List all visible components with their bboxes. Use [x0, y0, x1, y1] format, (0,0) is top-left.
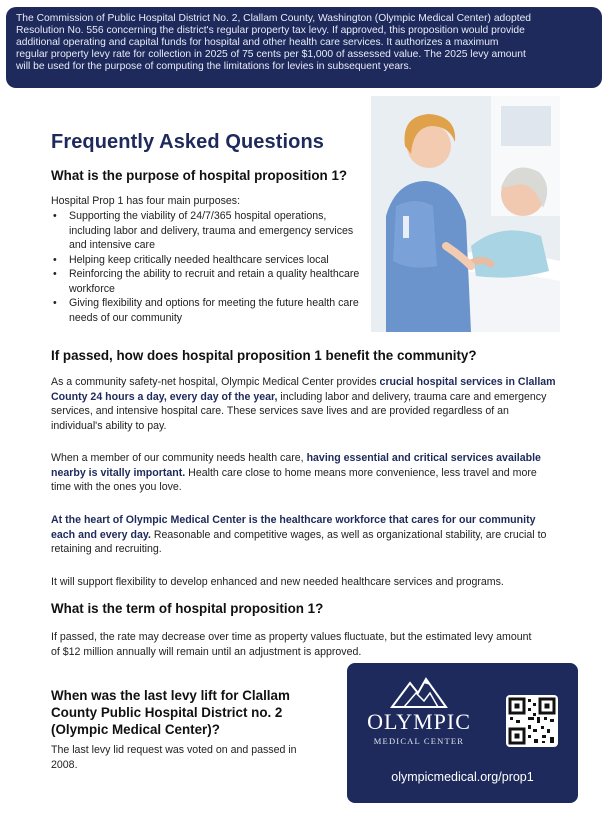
brand-subtitle: MEDICAL CENTER — [373, 736, 465, 746]
qr-code[interactable] — [506, 695, 558, 747]
term-answer: If passed, the rate may decrease over time as property values fluctuate, but the estimated levy amount of $12 million annually will remain until an adjustment is approved. — [51, 631, 532, 658]
benefit-paragraph-2: When a member of our community needs health care, having essential and critical services available nearby is vitally important. Health care close to home means more convenience, less travel and more time with the ones you love. — [51, 452, 541, 493]
question-purpose: What is the purpose of hospital proposition 1? — [51, 168, 348, 183]
list-item: • Giving flexibility and options for meeting the future health care needs of our community — [51, 296, 366, 325]
nurse-patient-illustration — [371, 96, 560, 332]
list-item: • Reinforcing the ability to recruit and retain a quality healthcare workforce — [51, 267, 366, 296]
benefit-paragraph-1: As a community safety-net hospital, Olympic Medical Center provides crucial hospital services in Clallam County 24 hours a day, every day of the year, including labor and delivery, trauma care and emergency services, and intensive hospital care. These services save lives and are provided regardless of an individual's ability to pay. — [51, 376, 556, 432]
brand-name: OLYMPIC — [367, 709, 471, 734]
mountain-logo-icon — [390, 675, 448, 709]
list-item: • Helping keep critically needed healthcare services local — [51, 253, 366, 268]
benefit-paragraph-4: It will support flexibility to develop enhanced and new needed healthcare services and programs. — [51, 576, 504, 588]
banner-line: Resolution No. 556 concerning the district's regular property tax levy. If approved, this proposition would provide — [16, 25, 525, 36]
last-levy-answer: The last levy lid request was voted on and passed in 2008. — [51, 744, 297, 771]
prop1-website-link[interactable]: olympicmedical.org/prop1 — [391, 770, 534, 784]
question-benefit: If passed, how does hospital proposition 1 benefit the community? — [51, 348, 477, 363]
question-last-levy: When was the last levy lift for Clallam County Public Hospital District no. 2 (Olympic Medical Center)? — [51, 688, 290, 737]
resolution-banner — [6, 7, 602, 88]
nurse-patient-photo — [371, 96, 560, 332]
list-item: • Supporting the viability of 24/7/365 hospital operations, including labor and delivery, trauma and emergency services and intensive care — [51, 209, 366, 253]
banner-line: will be used for the purpose of computing the limitations for levies in subsequent years. — [16, 61, 412, 72]
contact-card — [347, 663, 578, 803]
banner-line: additional operating and capital funds for hospital and other health care services. It authorizes a maximum — [16, 37, 499, 48]
benefit-paragraph-3: At the heart of Olympic Medical Center is the healthcare workforce that cares for our community each and every day. Reasonable and competitive wages, as well as organizational stability, are crucial to retaining and recruiting. — [51, 514, 547, 555]
purpose-intro: Hospital Prop 1 has four main purposes: — [51, 195, 241, 207]
question-term: What is the term of hospital proposition 1? — [51, 601, 324, 616]
banner-line: The Commission of Public Hospital District No. 2, Clallam County, Washington (Olympic Medical Center) adopted — [16, 13, 532, 24]
faq-heading: Frequently Asked Questions — [51, 131, 325, 153]
purpose-list — [51, 209, 366, 325]
banner-line: regular property levy rate for collection in 2025 of 75 cents per $1,000 of assessed value. The 2025 levy amount — [16, 49, 526, 60]
qr-code-icon — [506, 695, 558, 747]
